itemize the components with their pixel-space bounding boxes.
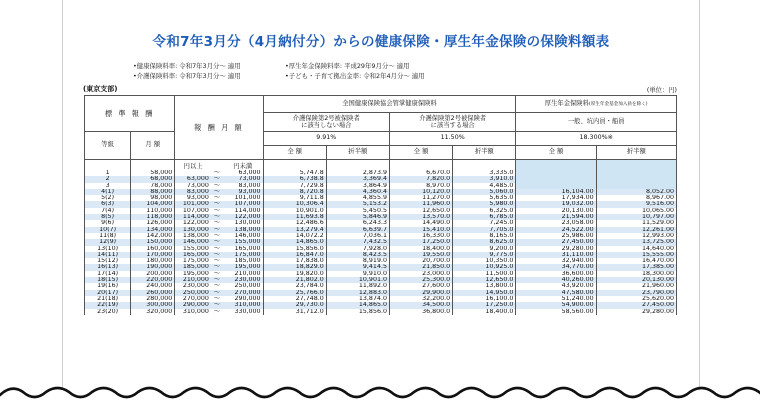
- cell-lo: 270,000: [175, 296, 211, 302]
- cell-b: 9,910.0: [326, 271, 389, 277]
- header-monthly-remuneration: 報 酬 月 額: [175, 96, 263, 160]
- cell-f: 29,280.00: [596, 309, 676, 315]
- cell-lo: 73,000: [175, 183, 211, 189]
- cell-g: 12(9): [85, 239, 131, 245]
- range-tilde: ～: [213, 283, 221, 290]
- cell-m: 200,000: [131, 271, 175, 277]
- table-row: [85, 309, 677, 315]
- cell-hi: 165,000: [223, 246, 263, 252]
- cell-g: 20(17): [85, 290, 131, 296]
- cell-f: 16,470.00: [596, 258, 676, 264]
- cell-a: 23,784.0: [263, 283, 326, 289]
- cell-m: 118,000: [131, 214, 175, 220]
- cell-g: 8(5): [85, 214, 131, 220]
- rate-pension: 18.300%※: [516, 132, 677, 146]
- cell-c: 16,330.0: [389, 233, 452, 239]
- header-pension-sub: 一般、坑内員・船員: [516, 113, 677, 132]
- header-total: 全 額: [263, 146, 326, 160]
- cell-m: 320,000: [131, 309, 175, 315]
- cell-b: 4,360.4: [326, 189, 389, 195]
- cell-m: 280,000: [131, 296, 175, 302]
- cell-f: 27,450.00: [596, 302, 676, 308]
- cell-a: 21,802.0: [263, 277, 326, 283]
- cell-d: 14,950.0: [453, 290, 516, 296]
- cell-lo: 290,000: [175, 302, 211, 308]
- cell-lo: 130,000: [175, 227, 211, 233]
- cell-e: 36,600.00: [516, 271, 596, 277]
- cell-hi: 175,000: [223, 252, 263, 258]
- cell-d: 17,250.0: [453, 302, 516, 308]
- cell-hi: 290,000: [223, 296, 263, 302]
- range-tilde: ～: [213, 258, 221, 265]
- cell-g: 13(10): [85, 246, 131, 252]
- range-tilde: ～: [211, 264, 223, 270]
- cell-hi: 83,000: [223, 183, 263, 189]
- range-tilde: ～: [211, 214, 223, 220]
- cell-lo: 230,000: [175, 283, 211, 289]
- cell-hi: 107,000: [223, 201, 263, 207]
- note-pension-rate: •厚生年金保険料率: 平成29年9月分～ 適用: [285, 62, 410, 70]
- cell-b: 7,432.5: [326, 239, 389, 245]
- cell-c: 27,600.0: [389, 283, 452, 289]
- rate-notes-left: [133, 61, 241, 81]
- cell-hi: 122,000: [223, 214, 263, 220]
- cell-e: 29,280.00: [516, 246, 596, 252]
- cell-g: 15(12): [85, 258, 131, 264]
- cell-a: 19,820.0: [263, 271, 326, 277]
- cell-m: 142,000: [131, 233, 175, 239]
- header-with-care: 介護保険第2号被保険者 に該当する場合: [389, 113, 515, 132]
- cell-hi: 310,000: [223, 302, 263, 308]
- cell-a: 11,693.8: [263, 214, 326, 220]
- cell-e: 51,240.00: [516, 296, 596, 302]
- cell-f: 20,130.00: [596, 277, 676, 283]
- table-row-range-labels: [85, 160, 677, 171]
- cell-g: 3: [85, 183, 131, 189]
- cell-lo: 195,000: [175, 271, 211, 277]
- cell-f: 8,052.00: [596, 189, 676, 195]
- cell-g: 4(1): [85, 189, 131, 195]
- cell-d: 12,650.0: [453, 277, 516, 283]
- cell-g: 6(3): [85, 201, 131, 207]
- cell-e: 21,594.00: [516, 214, 596, 220]
- cell-b: 9,414.5: [326, 264, 389, 270]
- cell-d: 18,400.0: [453, 309, 516, 315]
- cell-e: 43,920.00: [516, 283, 596, 289]
- cell-g: 23(20): [85, 309, 131, 315]
- cell-e: 32,940.00: [516, 258, 596, 264]
- range-tilde: ～: [213, 182, 221, 189]
- cell-a: 7,729.8: [263, 183, 326, 189]
- range-tilde: ～: [213, 308, 221, 315]
- cell-m: 260,000: [131, 290, 175, 296]
- cell-m: 150,000: [131, 239, 175, 245]
- cell-m: 160,000: [131, 246, 175, 252]
- cell-lo: 138,000: [175, 233, 211, 239]
- cell-g: 7(4): [85, 208, 131, 214]
- cell-hi: 146,000: [223, 233, 263, 239]
- cell-m: 180,000: [131, 258, 175, 264]
- cell-lo: 107,000: [175, 208, 211, 214]
- cell-e: 17,934.00: [516, 195, 596, 201]
- cell-g: 17(14): [85, 271, 131, 277]
- cell-m: 240,000: [131, 283, 175, 289]
- cell-d: 8,625.0: [453, 239, 516, 245]
- cell-hi: 138,000: [223, 227, 263, 233]
- cell-d: 13,800.0: [453, 283, 516, 289]
- cell-c: 14,490.0: [389, 220, 452, 226]
- cell-d: 5,980.0: [453, 201, 516, 207]
- cell-b: 8,919.0: [326, 258, 389, 264]
- cell-g: 11(8): [85, 233, 131, 239]
- cell-lo: 250,000: [175, 290, 211, 296]
- cell-hi: 130,000: [223, 220, 263, 226]
- cell-c: 34,500.0: [389, 302, 452, 308]
- torn-edge-wave: [0, 378, 760, 412]
- cell-c: 13,570.0: [389, 214, 452, 220]
- cell-b: 10,901.0: [326, 277, 389, 283]
- note-child-rate: •子ども・子育て拠出金率: 令和2年4月分～ 適用: [285, 72, 425, 80]
- cell-b: 12,883.0: [326, 290, 389, 296]
- cell-c: 8,970.0: [389, 183, 452, 189]
- cell-g: 19(16): [85, 283, 131, 289]
- cell-hi: 185,000: [223, 258, 263, 264]
- cell-c: 10,120.0: [389, 189, 452, 195]
- cell-m: 134,000: [131, 227, 175, 233]
- header-total: 全 額: [516, 146, 596, 160]
- range-tilde: ～: [211, 302, 223, 308]
- range-tilde: ～: [213, 270, 221, 277]
- unit-label: (単位：円): [646, 87, 677, 94]
- range-tilde: ～: [211, 176, 223, 182]
- cell-a: 9,711.8: [263, 195, 326, 201]
- header-pension-note: (厚生年金基金加入員を除く): [588, 101, 648, 107]
- cell-a: 17,838.0: [263, 258, 326, 264]
- cell-d: 10,350.0: [453, 258, 516, 264]
- cell-hi: 330,000: [223, 309, 263, 315]
- cell-b: 14,865.0: [326, 302, 389, 308]
- cell-lo: 63,000: [175, 176, 211, 182]
- cell-f: 11,529.00: [596, 220, 676, 226]
- cell-c: 25,300.0: [389, 277, 452, 283]
- range-tilde: ～: [211, 277, 223, 283]
- cell-g: 1: [85, 170, 131, 176]
- cell-a: 25,766.0: [263, 290, 326, 296]
- cell-m: 110,000: [131, 208, 175, 214]
- cell-d: 8,165.0: [453, 233, 516, 239]
- cell-c: 21,850.0: [389, 264, 452, 270]
- cell-e: 40,260.00: [516, 277, 596, 283]
- cell-g: 5(2): [85, 195, 131, 201]
- cell-g: 22(19): [85, 302, 131, 308]
- cell-a: 6,738.8: [263, 176, 326, 182]
- cell-a: 10,901.0: [263, 208, 326, 214]
- cell-f: 18,300.00: [596, 271, 676, 277]
- range-tilde: ～: [213, 232, 221, 239]
- premium-table-body: [85, 160, 677, 315]
- range-tilde: ～: [213, 195, 221, 202]
- cell-lo: 101,000: [175, 201, 211, 207]
- cell-c: 29,900.0: [389, 290, 452, 296]
- cell-f: 23,790.00: [596, 290, 676, 296]
- document-title: 令和7年3月分（4月納付分）からの健康保険・厚生年金保険の保険料額表: [152, 34, 610, 50]
- cell-m: 126,000: [131, 220, 175, 226]
- cell-hi: 101,000: [223, 195, 263, 201]
- cell-d: 3,910.0: [453, 176, 516, 182]
- header-monthly-amount: 月 額: [131, 132, 175, 160]
- cell-f: 25,620.00: [596, 296, 676, 302]
- cell-a: 10,306.4: [263, 201, 326, 207]
- cell-e: 31,110.00: [516, 252, 596, 258]
- header-standard-remuneration: 標 準 報 酬: [85, 96, 175, 132]
- branch-label: (東京支部): [83, 85, 118, 93]
- cell-d: 9,200.0: [453, 246, 516, 252]
- header-total: 全 額: [389, 146, 452, 160]
- cell-d: 5,060.0: [453, 189, 516, 195]
- rate-with-care: 11.50%: [389, 132, 515, 146]
- cell-f: 12,993.00: [596, 233, 676, 239]
- header-kyokai: 全国健康保険協会管掌健康保険料: [263, 96, 516, 113]
- cell-f: 12,261.00: [596, 227, 676, 233]
- cell-e: 19,032.00: [516, 201, 596, 207]
- cell-f: 10,797.00: [596, 214, 676, 220]
- cell-e: 58,560.00: [516, 309, 596, 315]
- cell-hi: 63,000: [223, 170, 263, 176]
- header-half: 折半額: [596, 146, 676, 160]
- range-tilde: ～: [211, 201, 223, 207]
- range-tilde: ～: [213, 295, 221, 302]
- cell-b: 7,928.0: [326, 246, 389, 252]
- cell-c: 23,000.0: [389, 271, 452, 277]
- cell-f: 13,725.00: [596, 239, 676, 245]
- cell-b: 5,846.9: [326, 214, 389, 220]
- cell-m: 58,000: [131, 170, 175, 176]
- cell-lo: 155,000: [175, 246, 211, 252]
- cell-c: 17,250.0: [389, 239, 452, 245]
- cell-lo: 146,000: [175, 239, 211, 245]
- cell-g: 14(11): [85, 252, 131, 258]
- cell-d: 10,925.0: [453, 264, 516, 270]
- cell-lo: 83,000: [175, 189, 211, 195]
- note-health-rate: •健康保険料率: 令和7年3月分～ 適用: [133, 62, 241, 70]
- cell-a: 16,847.0: [263, 252, 326, 258]
- cell-lo: 165,000: [175, 252, 211, 258]
- cell-e: 23,058.00: [516, 220, 596, 226]
- range-tilde: ～: [211, 189, 223, 195]
- cell-a: 18,829.0: [263, 264, 326, 270]
- range-tilde: ～: [211, 252, 223, 258]
- cell-c: 19,550.0: [389, 252, 452, 258]
- cell-e: 16,104.00: [516, 189, 596, 195]
- cell-d: 3,335.0: [453, 170, 516, 176]
- cell-c: 6,670.0: [389, 170, 452, 176]
- cell-b: 5,450.5: [326, 208, 389, 214]
- cell-f: 14,640.00: [596, 246, 676, 252]
- cell-hi: 230,000: [223, 277, 263, 283]
- cell-b: 5,153.2: [326, 201, 389, 207]
- cell-m: 104,000: [131, 201, 175, 207]
- cell-b: 2,873.9: [326, 170, 389, 176]
- cell-lo: 114,000: [175, 214, 211, 220]
- cell-d: 6,325.0: [453, 208, 516, 214]
- range-tilde: ～: [211, 239, 223, 245]
- cell-m: 190,000: [131, 264, 175, 270]
- cell-a: 15,856.0: [263, 246, 326, 252]
- cell-m: 68,000: [131, 176, 175, 182]
- cell-hi: 114,000: [223, 208, 263, 214]
- range-tilde: ～: [213, 207, 221, 214]
- range-tilde: ～: [213, 245, 221, 252]
- cell-d: 11,500.0: [453, 271, 516, 277]
- cell-hi: 210,000: [223, 271, 263, 277]
- cell-f: 15,555.00: [596, 252, 676, 258]
- range-tilde: ～: [211, 227, 223, 233]
- cell-hi: 73,000: [223, 176, 263, 182]
- cell-lo: 310,000: [175, 309, 211, 315]
- cell-e: 47,580.00: [516, 290, 596, 296]
- cell-b: 11,892.0: [326, 283, 389, 289]
- cell-hi: 155,000: [223, 239, 263, 245]
- range-tilde: ～: [213, 220, 221, 227]
- cell-e: 20,130.00: [516, 208, 596, 214]
- cell-c: 20,700.0: [389, 258, 452, 264]
- cell-a: 8,720.8: [263, 189, 326, 195]
- range-tilde: ～: [211, 290, 223, 296]
- cell-hi: 93,000: [223, 189, 263, 195]
- cell-b: 8,423.5: [326, 252, 389, 258]
- cell-d: 7,245.0: [453, 220, 516, 226]
- cell-d: 9,775.0: [453, 252, 516, 258]
- rate-notes-right: [285, 61, 425, 81]
- cell-a: 12,486.6: [263, 220, 326, 226]
- header-pension-label: 厚生年金保険料: [544, 99, 589, 107]
- cell-c: 36,800.0: [389, 309, 452, 315]
- cell-b: 3,369.4: [326, 176, 389, 182]
- cell-g: 2: [85, 176, 131, 182]
- cell-f: 21,960.00: [596, 283, 676, 289]
- cell-lo: 185,000: [175, 264, 211, 270]
- cell-c: 18,400.0: [389, 246, 452, 252]
- cell-g: 9(6): [85, 220, 131, 226]
- cell-e: 54,900.00: [516, 302, 596, 308]
- cell-b: 13,874.0: [326, 296, 389, 302]
- cell-f: 9,516.00: [596, 201, 676, 207]
- cell-a: 27,748.0: [263, 296, 326, 302]
- cell-c: 11,960.0: [389, 201, 452, 207]
- note-care-rate: •介護保険料率: 令和7年3月分～ 適用: [133, 72, 241, 80]
- cell-a: 31,712.0: [263, 309, 326, 315]
- cell-lo: 210,000: [175, 277, 211, 283]
- cell-hi: 195,000: [223, 264, 263, 270]
- header-grade: 等級: [85, 132, 131, 160]
- cell-b: 3,864.9: [326, 183, 389, 189]
- cell-g: 10(7): [85, 227, 131, 233]
- range-to-label: 円未満: [223, 160, 263, 171]
- premium-table: [84, 95, 677, 315]
- cell-b: 7,036.1: [326, 233, 389, 239]
- range-from-label: 円以上: [175, 160, 211, 171]
- cell-lo: 175,000: [175, 258, 211, 264]
- cell-d: 6,785.0: [453, 214, 516, 220]
- cell-f: 8,967.00: [596, 195, 676, 201]
- cell-d: 7,705.0: [453, 227, 516, 233]
- cell-d: 5,635.0: [453, 195, 516, 201]
- cell-b: 4,855.9: [326, 195, 389, 201]
- cell-a: 14,072.2: [263, 233, 326, 239]
- rate-no-care: 9.91%: [263, 132, 389, 146]
- cell-e: 27,450.00: [516, 239, 596, 245]
- cell-d: 4,485.0: [453, 183, 516, 189]
- cell-m: 300,000: [131, 302, 175, 308]
- header-half: 折半額: [453, 146, 516, 160]
- cell-d: 16,100.0: [453, 296, 516, 302]
- cell-g: 16(13): [85, 264, 131, 270]
- cell-a: 14,865.0: [263, 239, 326, 245]
- cell-m: 78,000: [131, 183, 175, 189]
- document-sheet: [62, 0, 700, 390]
- cell-m: 170,000: [131, 252, 175, 258]
- cell-m: 98,000: [131, 195, 175, 201]
- cell-b: 15,856.0: [326, 309, 389, 315]
- cell-e: 25,986.00: [516, 233, 596, 239]
- cell-g: 18(15): [85, 277, 131, 283]
- cell-a: 13,279.4: [263, 227, 326, 233]
- cell-e: 24,522.00: [516, 227, 596, 233]
- cell-c: 11,270.0: [389, 195, 452, 201]
- cell-e: 34,770.00: [516, 264, 596, 270]
- cell-c: 15,410.0: [389, 227, 452, 233]
- cell-f: 10,065.00: [596, 208, 676, 214]
- cell-c: 12,650.0: [389, 208, 452, 214]
- header-half: 折半額: [326, 146, 389, 160]
- cell-f: 17,385.00: [596, 264, 676, 270]
- cell-lo: 122,000: [175, 220, 211, 226]
- range-tilde: ～: [213, 170, 221, 176]
- cell-g: 21(18): [85, 296, 131, 302]
- cell-b: 6,639.7: [326, 227, 389, 233]
- header-no-care: 介護保険第2号被保険者 に該当しない場合: [263, 113, 389, 132]
- cell-m: 88,000: [131, 189, 175, 195]
- cell-c: 7,820.0: [389, 176, 452, 182]
- header-pension: [516, 96, 677, 113]
- cell-a: 5,747.8: [263, 170, 326, 176]
- cell-hi: 270,000: [223, 290, 263, 296]
- cell-c: 32,200.0: [389, 296, 452, 302]
- cell-a: 29,730.0: [263, 302, 326, 308]
- cell-m: 220,000: [131, 277, 175, 283]
- cell-b: 6,243.3: [326, 220, 389, 226]
- cell-hi: 250,000: [223, 283, 263, 289]
- cell-lo: 93,000: [175, 195, 211, 201]
